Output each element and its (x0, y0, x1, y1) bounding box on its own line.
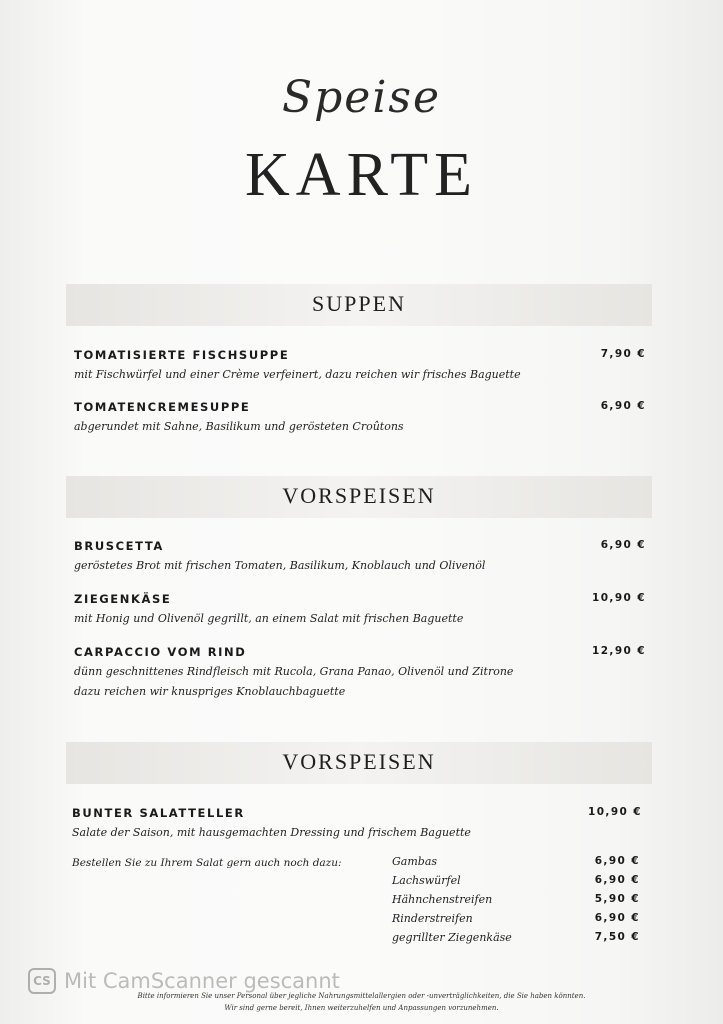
footer-line-1: Bitte informieren Sie unser Personal über jegliche Nahrungsmittelallergien oder -unverträglichkeiten, die Sie haben könnten. (137, 992, 586, 1000)
item-name: TOMATENCREMESUPPE (74, 400, 251, 414)
item-price: 10,90 € (592, 592, 646, 604)
addon-price: 5,90 € (594, 893, 640, 905)
addon-item (392, 893, 640, 911)
title-script: Speise (281, 72, 442, 123)
addon-name: gegrillter Ziegenkäse (392, 931, 512, 944)
section-title: VORSPEISEN (282, 483, 436, 508)
addon-name: Hähnchenstreifen (392, 893, 493, 906)
addon-price: 6,90 € (594, 855, 640, 867)
addon-item (392, 855, 640, 873)
menu-item (74, 539, 646, 576)
section-header-vorspeisen (66, 476, 652, 518)
camscanner-logo-icon: CS (28, 968, 56, 994)
item-description-line2: dazu reichen wir knuspriges Knoblauchbaguette (74, 685, 346, 698)
menu-item (74, 592, 646, 629)
addon-intro: Bestellen Sie zu Ihrem Salat gern auch noch dazu: (72, 857, 342, 869)
menu-item (74, 645, 646, 702)
addon-price: 6,90 € (594, 874, 640, 886)
item-name: BRUSCETTA (74, 539, 164, 553)
addon-price: 6,90 € (594, 912, 640, 924)
item-price: 7,90 € (600, 348, 646, 360)
item-description: mit Honig und Olivenöl gegrillt, an einem Salat mit frischen Baguette (74, 612, 464, 625)
item-price: 10,90 € (588, 806, 642, 818)
addon-item (392, 912, 640, 930)
item-description: Salate der Saison, mit hausgemachten Dressing und frischem Baguette (72, 826, 471, 839)
addon-name: Gambas (392, 855, 438, 868)
section-header-suppen (66, 284, 652, 326)
title-main: KARTE (245, 141, 478, 209)
addon-item (392, 874, 640, 892)
addon-name: Lachswürfel (392, 874, 461, 887)
item-description: dünn geschnittenes Rindfleisch mit Rucola, Grana Panao, Olivenöl und Zitrone (74, 665, 514, 678)
item-name: ZIEGENKÄSE (74, 592, 172, 606)
menu-item (74, 400, 646, 437)
item-description: mit Fischwürfel und einer Crème verfeinert, dazu reichen wir frisches Baguette (74, 368, 521, 381)
allergy-notice (0, 990, 723, 1014)
item-name: TOMATISIERTE FISCHSUPPE (74, 348, 290, 362)
section-title: SUPPEN (312, 291, 406, 316)
menu-item (74, 348, 646, 385)
footer-line-2: Wir sind gerne bereit, Ihnen weiterzuhelfen und Anpassungen vorzunehmen. (224, 1004, 499, 1012)
item-description: geröstetes Brot mit frischen Tomaten, Basilikum, Knoblauch und Olivenöl (74, 559, 486, 572)
item-price: 6,90 € (600, 539, 646, 551)
item-description: abgerundet mit Sahne, Basilikum und gerösteten Croûtons (74, 420, 404, 433)
item-price: 12,90 € (592, 645, 646, 657)
addon-price: 7,50 € (594, 931, 640, 943)
section-header-vorspeisen-2 (66, 742, 652, 784)
item-name: BUNTER SALATTELLER (72, 806, 245, 820)
item-name: CARPACCIO VOM RIND (74, 645, 247, 659)
addon-item (392, 931, 640, 949)
item-price: 6,90 € (600, 400, 646, 412)
section-title: VORSPEISEN (282, 749, 436, 774)
menu-item (72, 806, 642, 843)
addon-name: Rinderstreifen (392, 912, 473, 925)
watermark-text: Mit CamScanner gescannt (64, 969, 340, 993)
